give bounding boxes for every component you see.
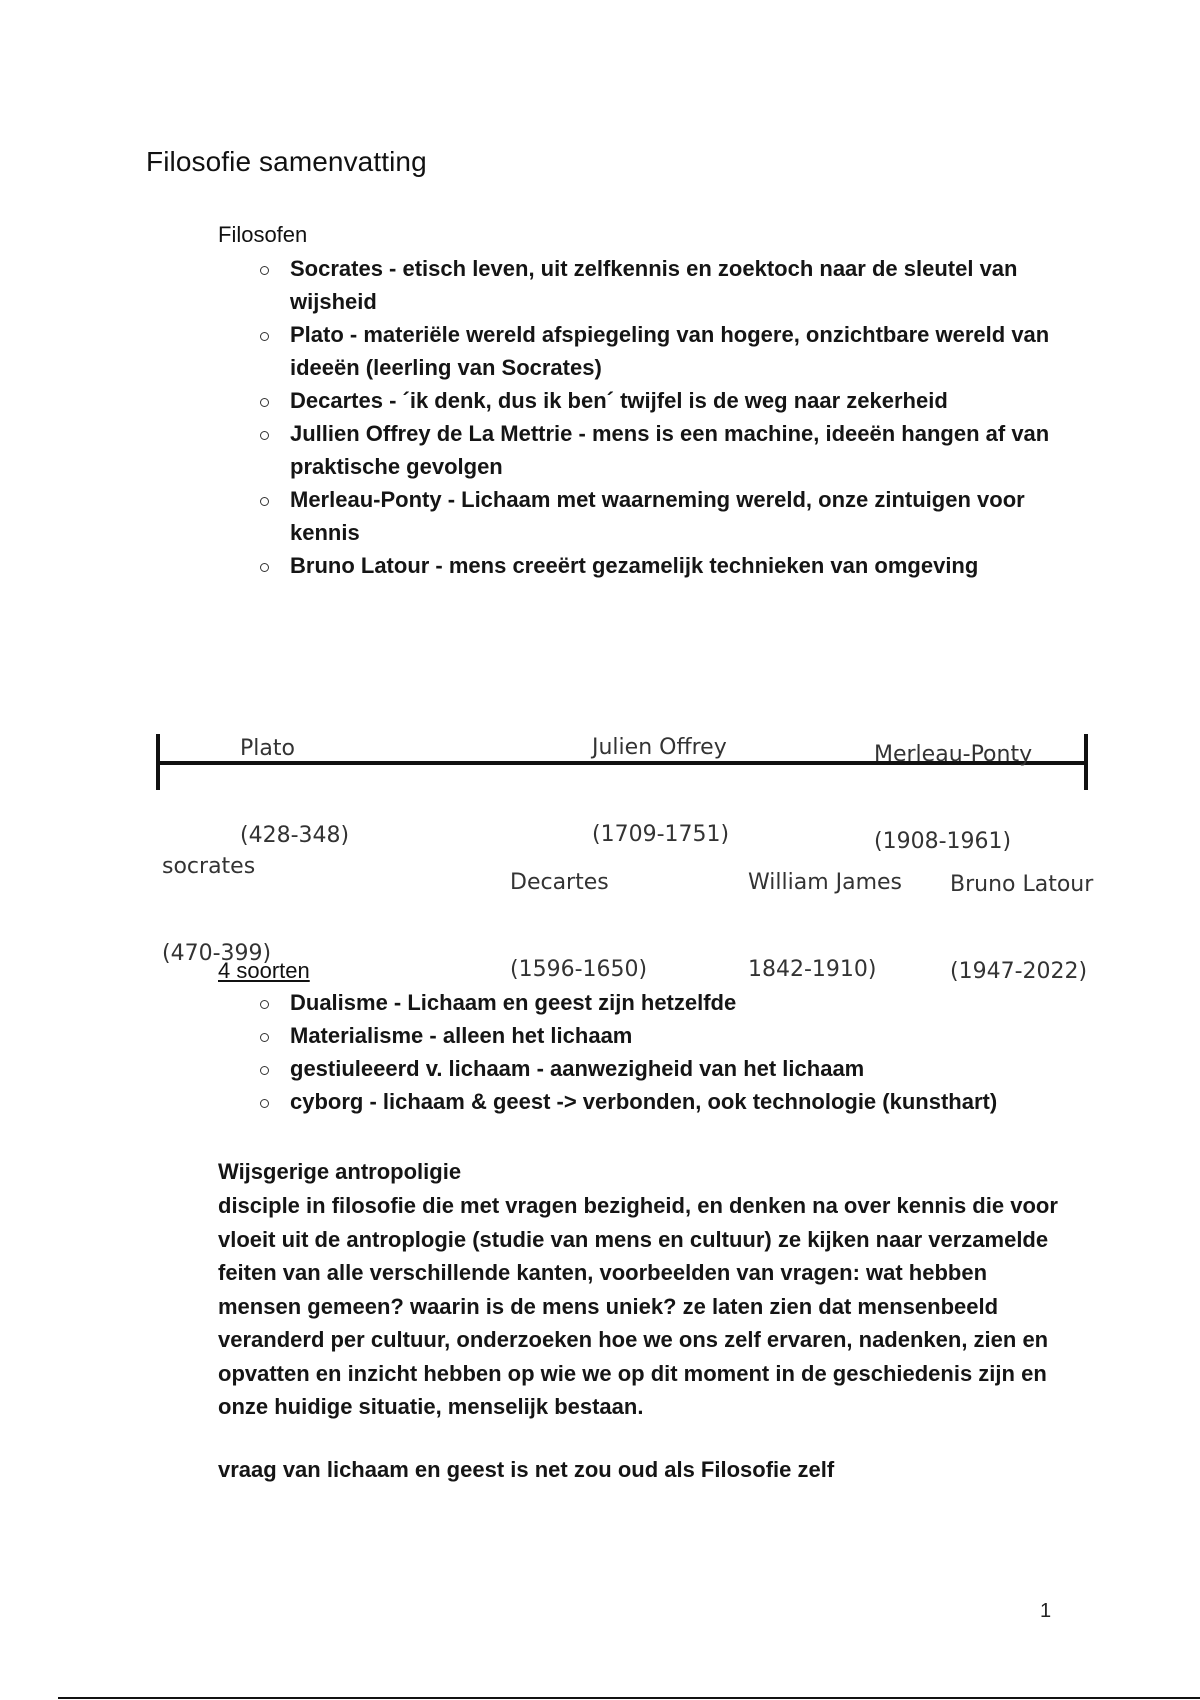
timeline-start-cap	[156, 734, 160, 790]
page-title: Filosofie samenvatting	[146, 146, 427, 177]
types-heading: 4 soorten	[218, 958, 310, 983]
timeline-name: Decartes	[510, 870, 609, 895]
list-item: Materialisme - alleen het lichaam	[290, 1019, 1090, 1052]
list-item: Jullien Offrey de La Mettrie - mens is een machine, ideeën hangen af van praktische gevolgen	[290, 417, 1070, 483]
timeline-name: Plato	[240, 736, 295, 761]
anthropology-paragraph: disciple in filosofie die met vragen bezigheid, en denken na over kennis die voor vloeit uit de antroplogie (studie van mens en cultuur) ze kijken naar verzamelde feiten van alle verschillende kanten, voorbeelden van vragen: wat hebben mensen gemeen? waarin is de mens uniek? ze laten zien dat mensenbeeld veranderd per cultuur, onderzoeken hoe we ons zelf ervaren, nadenken, zien en opvatten en inzicht hebben op wie we op dit moment in de geschiedenis zijn en onze huidige situatie, menselijk bestaan.	[218, 1193, 1058, 1419]
list-item: Plato - materiële wereld afspiegeling van hogere, onzichtbare wereld van ideeën (leerling van Socrates)	[290, 318, 1070, 384]
philosophers-heading: Filosofen	[218, 222, 308, 247]
anthropology-heading: Wijsgerige antropoligie	[218, 1159, 462, 1184]
timeline-years: (1709-1751)	[592, 822, 730, 847]
list-item: gestiuleeerd v. lichaam - aanwezigheid van het lichaam	[290, 1052, 1090, 1085]
timeline-label-socrates	[162, 794, 271, 1026]
list-item: Dualisme - Lichaam en geest zijn hetzelfde	[290, 986, 1090, 1019]
list-item: Socrates - etisch leven, uit zelfkennis en zoektoch naar de sleutel van wijsheid	[290, 252, 1070, 318]
closing-sentence: vraag van lichaam en geest is net zou oud als Filosofie zelf	[218, 1457, 835, 1482]
timeline-name: socrates	[162, 854, 256, 879]
list-item: cyborg - lichaam & geest -> verbonden, ook technologie (kunsthart)	[290, 1085, 1090, 1118]
timeline-years: (1596-1650)	[510, 957, 648, 982]
timeline-years: (1947-2022)	[950, 959, 1088, 984]
list-item: Bruno Latour - mens creeërt gezamelijk technieken van omgeving	[290, 549, 1070, 582]
page-number: 1	[1040, 1600, 1052, 1622]
bottom-divider	[58, 1697, 1200, 1699]
timeline-end-cap	[1084, 734, 1088, 790]
timeline-years: 1842-1910)	[748, 957, 877, 982]
timeline-years: (470-399)	[162, 941, 272, 966]
timeline-name: Bruno Latour	[950, 872, 1094, 897]
list-item: Merleau-Ponty - Lichaam met waarneming wereld, onze zintuigen voor kennis	[290, 483, 1070, 549]
types-list	[290, 986, 1090, 1118]
philosophers-list	[290, 252, 1070, 582]
timeline-years: (428-348)	[240, 823, 350, 848]
timeline-name: Merleau-Ponty	[874, 742, 1033, 767]
list-item: Decartes - ´ik denk, dus ik ben´ twijfel is de weg naar zekerheid	[290, 384, 1070, 417]
timeline-name: Julien Offrey	[592, 735, 727, 760]
timeline-years: (1908-1961)	[874, 829, 1012, 854]
timeline-name: William James	[748, 870, 903, 895]
